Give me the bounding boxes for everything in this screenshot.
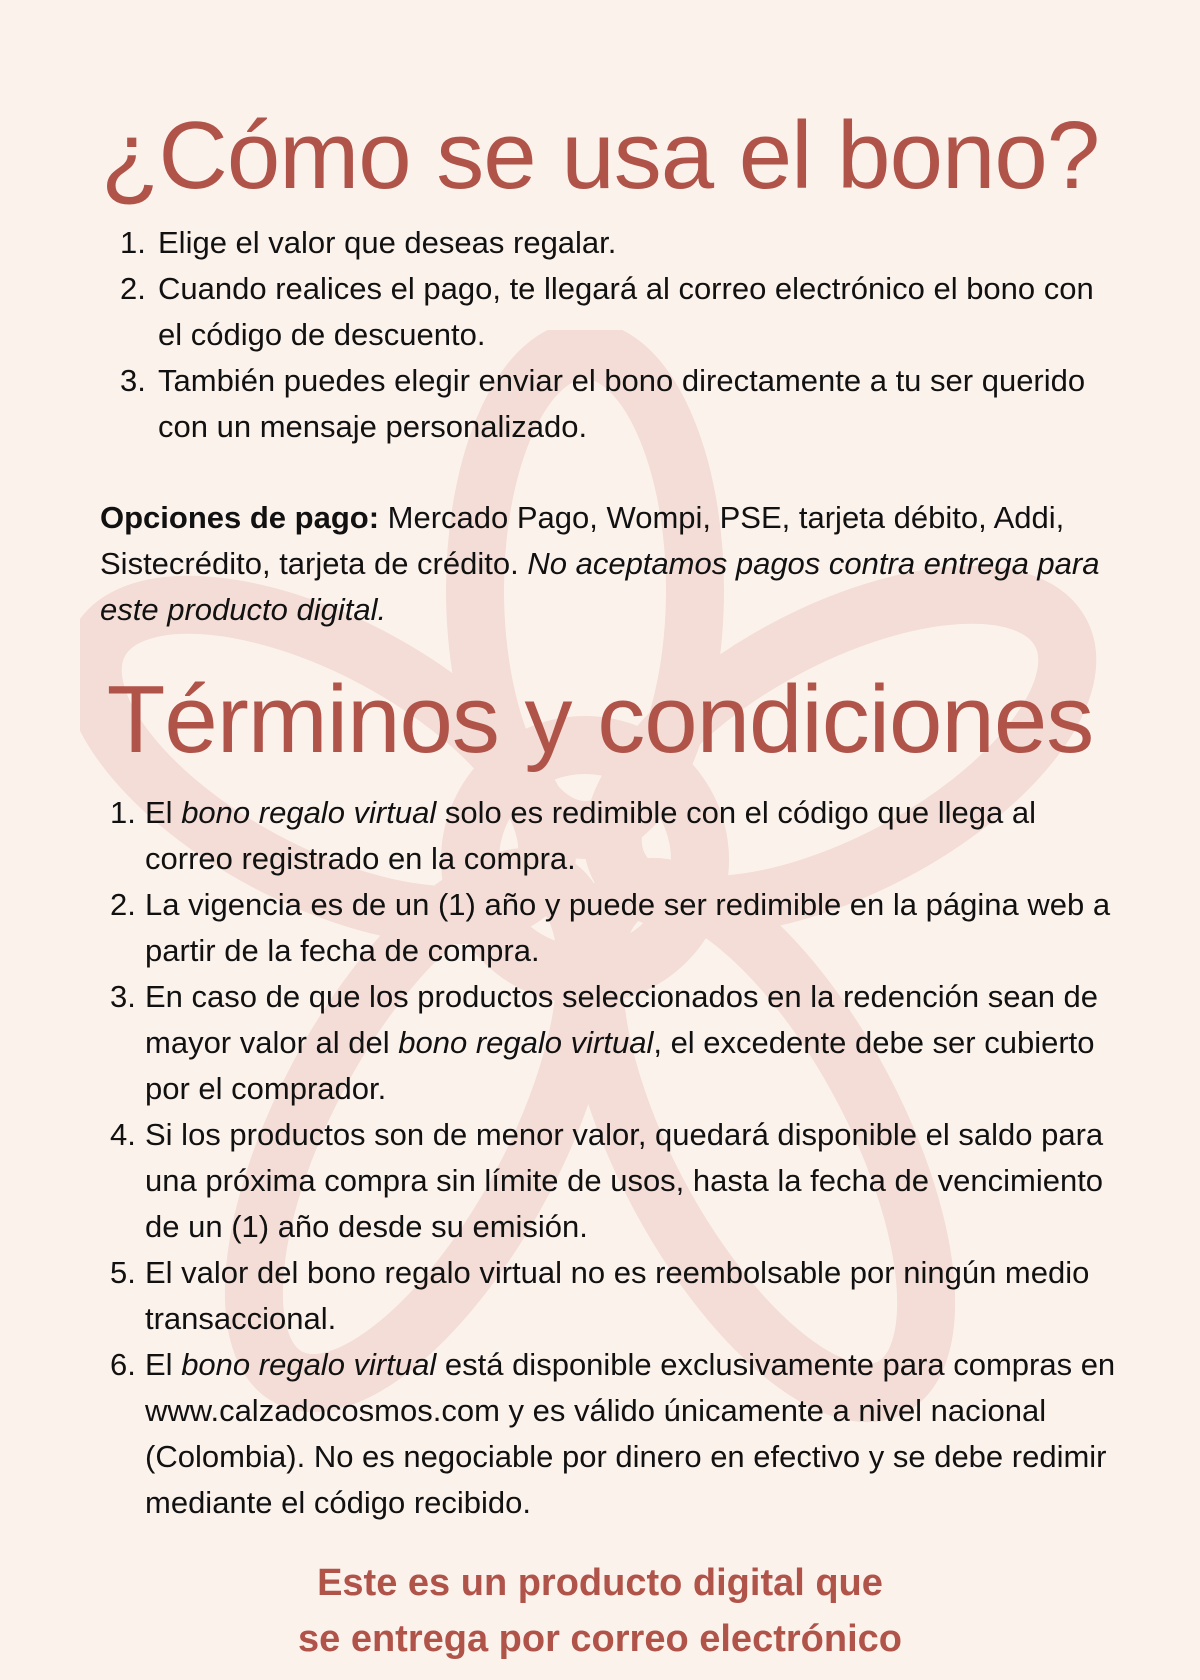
term-text: La vigencia es de un (1) año y puede ser redimible en la página web a partir de la fecha de compra. xyxy=(145,887,1111,968)
footer-note xyxy=(0,1555,1200,1667)
footer-line-2: se entrega por correo electrónico xyxy=(298,1618,902,1660)
terms-list xyxy=(110,790,1120,1526)
terms-title: Términos y condiciones xyxy=(106,666,1094,773)
list-number: 4. xyxy=(110,1117,136,1152)
term-text-continued: está disponible exclusivamente para compras en www.calzadocosmos.com y es válido únicamente a nivel nacional (Colombia). No es negociable por dinero en efectivo y se debe redimir mediante el código recibido. xyxy=(145,1347,1116,1520)
list-number: 2. xyxy=(110,887,136,922)
list-number: 3. xyxy=(120,363,146,398)
list-number: 5. xyxy=(110,1255,136,1290)
list-number: 6. xyxy=(110,1347,136,1382)
term-emphasis: bono regalo virtual xyxy=(181,795,437,830)
how-to-title: ¿Cómo se usa el bono? xyxy=(100,102,1100,209)
payment-options-label: Opciones de pago: xyxy=(100,500,380,535)
payment-methods: Mercado Pago, Wompi, PSE, tarjeta débito, Addi, Sistecrédito, tarjeta de crédito. xyxy=(100,500,1065,581)
list-item xyxy=(110,1250,1120,1342)
term-text: Si los productos son de menor valor, quedará disponible el saldo para una próxima compra sin límite de usos, hasta la fecha de vencimiento de un (1) año desde su emisión. xyxy=(145,1117,1104,1244)
term-text-continued: , el excedente debe ser cubierto por el comprador. xyxy=(145,1025,1095,1106)
term-text-continued: solo es redimible con el código que llega al correo registrado en la compra. xyxy=(145,795,1036,876)
list-item xyxy=(120,358,1120,450)
term-text: El xyxy=(145,1347,182,1382)
list-item xyxy=(110,882,1120,974)
payment-options-paragraph xyxy=(100,495,1100,633)
list-number: 1. xyxy=(110,795,136,830)
list-item xyxy=(120,220,1120,266)
payment-note: No aceptamos pagos contra entrega para este producto digital. xyxy=(100,546,1100,627)
footer-line-1: Este es un producto digital que xyxy=(317,1562,883,1604)
step-text: Elige el valor que deseas regalar. xyxy=(158,225,617,260)
step-text: También puedes elegir enviar el bono directamente a tu ser querido con un mensaje personalizado. xyxy=(158,363,1086,444)
term-emphasis: bono regalo virtual xyxy=(398,1025,654,1060)
how-to-steps-list xyxy=(120,220,1120,450)
term-text: El valor del bono regalo virtual no es reembolsable por ningún medio transaccional. xyxy=(145,1255,1090,1336)
term-text: El xyxy=(145,795,182,830)
term-emphasis: bono regalo virtual xyxy=(181,1347,437,1382)
list-item xyxy=(120,266,1120,358)
list-item xyxy=(110,790,1120,882)
list-item xyxy=(110,974,1120,1112)
list-number: 2. xyxy=(120,271,146,306)
list-number: 1. xyxy=(120,225,146,260)
step-text: Cuando realices el pago, te llegará al correo electrónico el bono con el código de descuento. xyxy=(158,271,1094,352)
list-number: 3. xyxy=(110,979,136,1014)
list-item xyxy=(110,1112,1120,1250)
list-item xyxy=(110,1342,1120,1526)
term-text: En caso de que los productos seleccionados en la redención sean de mayor valor al del xyxy=(145,979,1099,1060)
